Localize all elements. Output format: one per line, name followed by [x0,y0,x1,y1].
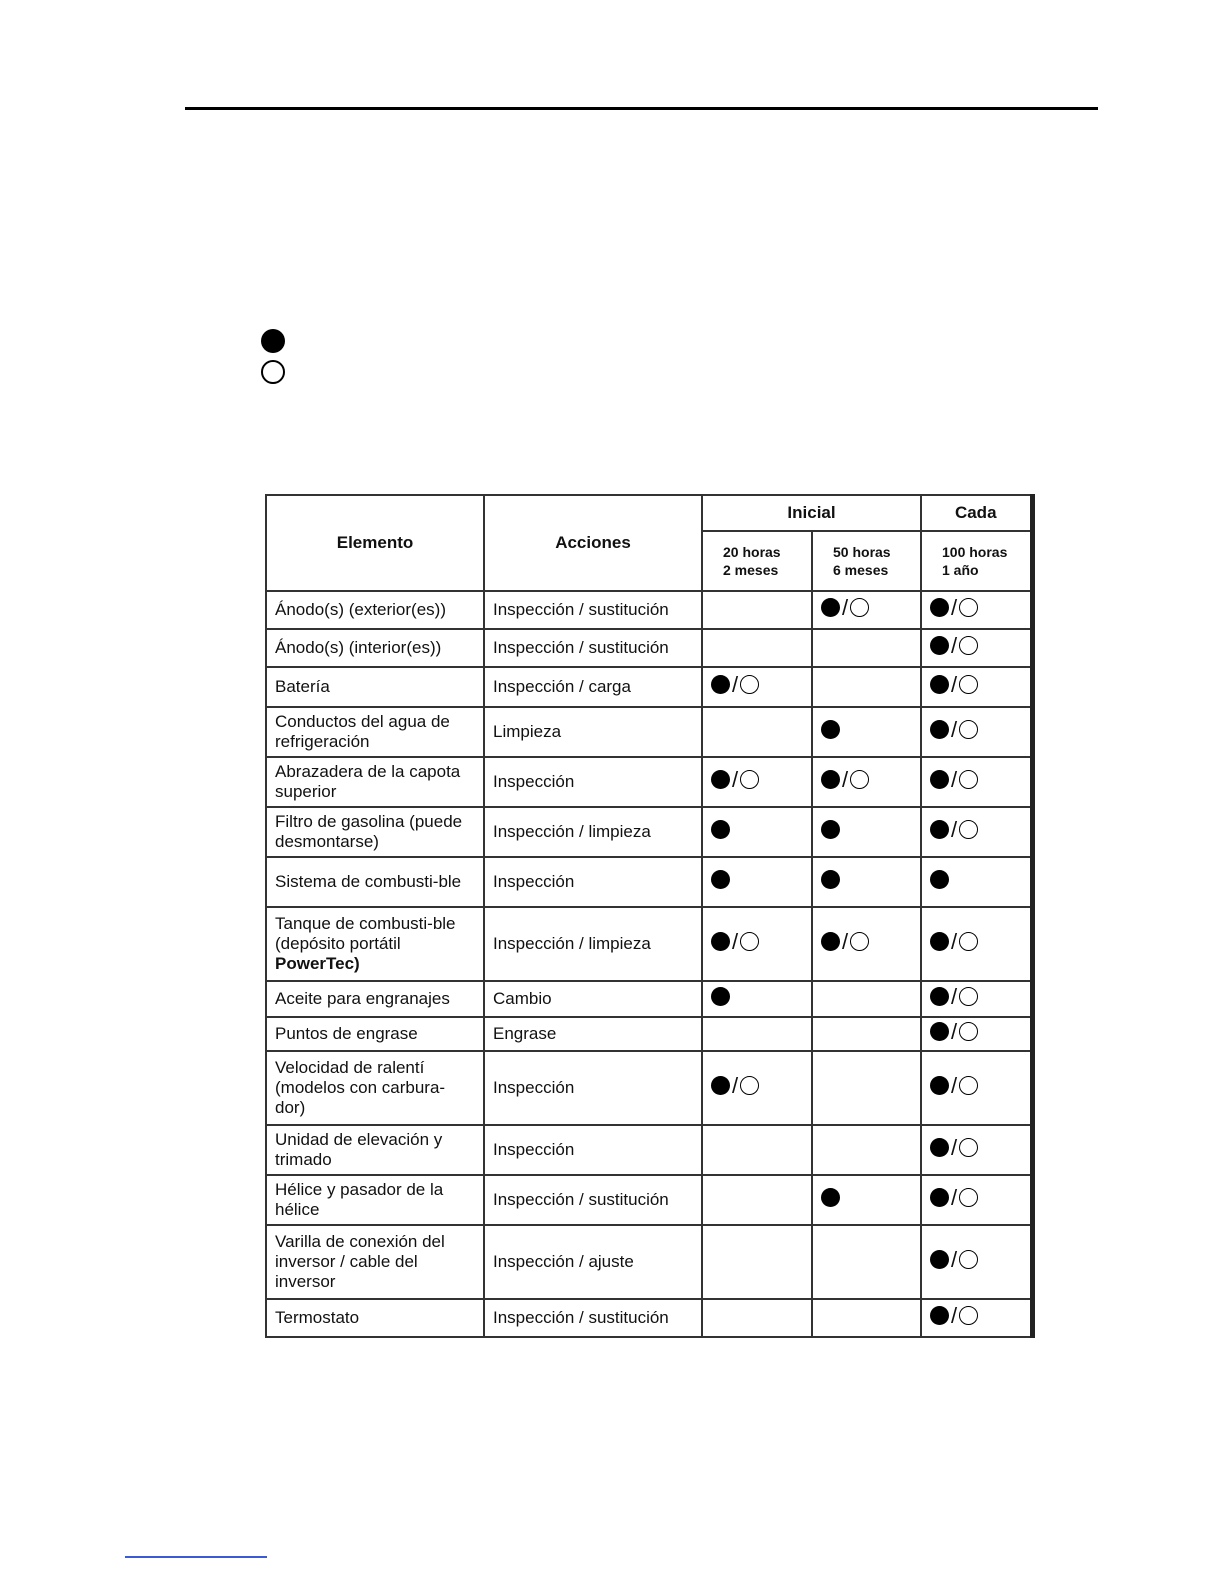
filled-open-circle-icon: / [821,932,869,951]
filled-circle-icon [930,720,949,739]
cell-c20 [702,1125,812,1175]
cell-c50 [812,707,921,757]
filled-circle-icon [930,987,949,1006]
cell-c100 [921,1225,1032,1299]
cell-action: Inspección [484,1125,702,1175]
cell-c50 [812,1125,921,1175]
cell-c100 [921,1017,1032,1051]
open-circle-icon [740,770,759,789]
cell-c20 [702,1225,812,1299]
filled-open-circle-icon: / [930,1250,978,1269]
cell-c20 [702,707,812,757]
filled-circle-icon [930,1250,949,1269]
table-row [266,757,1032,807]
table-row [266,1225,1032,1299]
cell-action: Inspección / carga [484,667,702,707]
cell-element: Aceite para engranajes [266,981,484,1017]
cell-element: Batería [266,667,484,707]
cell-c100 [921,757,1032,807]
header-20h: 20 horas 2 meses [702,531,812,591]
cell-element: Varilla de conexión del inversor / cable del inversor [266,1225,484,1299]
filled-circle-icon [711,932,730,951]
filled-circle-icon [711,987,730,1006]
table-row [266,857,1032,907]
header-elemento: Elemento [266,495,484,591]
open-circle-icon [959,1138,978,1157]
header-50h: 50 horas 6 meses [812,531,921,591]
footer-link-underline[interactable] [125,1556,267,1558]
table-row [266,667,1032,707]
filled-circle-icon [711,870,730,889]
top-rule [185,107,1098,110]
cell-element: Unidad de elevación y trimado [266,1125,484,1175]
cell-c50 [812,757,921,807]
filled-circle-icon [711,987,730,1006]
filled-open-circle-icon: / [930,932,978,951]
table-row [266,981,1032,1017]
filled-circle-icon [821,932,840,951]
cell-action: Inspección / ajuste [484,1225,702,1299]
filled-circle-icon [821,820,840,839]
table-row [266,1175,1032,1225]
filled-circle-icon [930,1022,949,1041]
filled-circle-icon [930,1076,949,1095]
cell-element: Abrazadera de la capota superior [266,757,484,807]
filled-circle-icon [711,820,730,839]
cell-c20 [702,907,812,981]
cell-c20 [702,629,812,667]
filled-circle-icon [821,720,840,739]
filled-circle-icon [821,820,840,839]
filled-circle-icon [930,675,949,694]
cell-action: Inspección / sustitución [484,1175,702,1225]
cell-c100 [921,1299,1032,1337]
header-100h: 100 horas 1 año [921,531,1032,591]
filled-circle-icon [821,598,840,617]
cell-c50 [812,981,921,1017]
cell-element: Filtro de gasolina (puede desmontarse) [266,807,484,857]
open-circle-icon [959,598,978,617]
cell-action: Cambio [484,981,702,1017]
open-circle-icon [959,770,978,789]
cell-c100 [921,907,1032,981]
filled-open-circle-icon: / [821,598,869,617]
cell-c20 [702,1299,812,1337]
cell-action: Inspección [484,757,702,807]
cell-c50 [812,629,921,667]
open-circle-icon [850,598,869,617]
cell-element: Velocidad de ralentí (modelos con carbura-dor) [266,1051,484,1125]
cell-element: Puntos de engrase [266,1017,484,1051]
cell-element: Conductos del agua de refrigeración [266,707,484,757]
header-inicial: Inicial [702,495,921,531]
filled-circle-icon [821,770,840,789]
cell-c100 [921,857,1032,907]
table-row [266,1125,1032,1175]
legend-open-circle-icon [261,360,285,384]
open-circle-icon [959,820,978,839]
open-circle-icon [959,1022,978,1041]
open-circle-icon [959,1076,978,1095]
cell-c100 [921,707,1032,757]
cell-c100 [921,667,1032,707]
cell-element: Ánodo(s) (exterior(es)) [266,591,484,629]
cell-c20 [702,981,812,1017]
cell-action: Inspección / sustitución [484,629,702,667]
cell-element: Termostato [266,1299,484,1337]
filled-open-circle-icon: / [930,598,978,617]
filled-circle-icon [930,820,949,839]
cell-element: Sistema de combusti-ble [266,857,484,907]
filled-open-circle-icon: / [821,770,869,789]
cell-c50 [812,591,921,629]
header-acciones: Acciones [484,495,702,591]
maintenance-table [265,494,1035,1338]
filled-open-circle-icon: / [930,1138,978,1157]
filled-circle-icon [930,1138,949,1157]
cell-element: Ánodo(s) (interior(es)) [266,629,484,667]
filled-open-circle-icon: / [930,636,978,655]
cell-c50 [812,667,921,707]
filled-open-circle-icon: / [930,820,978,839]
filled-circle-icon [821,1188,840,1207]
table-row [266,807,1032,857]
filled-open-circle-icon: / [930,1306,978,1325]
filled-circle-icon [930,870,949,889]
table-row [266,1299,1032,1337]
cell-element: Tanque de combusti-ble (depósito portátil PowerTec) [266,907,484,981]
filled-circle-icon [930,598,949,617]
cell-c100 [921,1175,1032,1225]
cell-c20 [702,857,812,907]
filled-open-circle-icon: / [930,1076,978,1095]
cell-c50 [812,1225,921,1299]
open-circle-icon [740,932,759,951]
table-row [266,907,1032,981]
open-circle-icon [959,1250,978,1269]
cell-c100 [921,981,1032,1017]
filled-open-circle-icon: / [930,1188,978,1207]
table-row [266,1017,1032,1051]
filled-circle-icon [930,932,949,951]
open-circle-icon [959,720,978,739]
open-circle-icon [959,1306,978,1325]
table-row [266,629,1032,667]
cell-action: Inspección / sustitución [484,591,702,629]
cell-c20 [702,591,812,629]
cell-c50 [812,1017,921,1051]
table-row [266,1051,1032,1125]
cell-action: Inspección / limpieza [484,807,702,857]
table-body [266,591,1032,1337]
cell-c50 [812,807,921,857]
open-circle-icon [850,932,869,951]
filled-circle-icon [711,820,730,839]
filled-open-circle-icon: / [930,675,978,694]
open-circle-icon [959,932,978,951]
filled-circle-icon [821,1188,840,1207]
filled-open-circle-icon: / [711,932,759,951]
cell-action: Inspección [484,857,702,907]
cell-c20 [702,667,812,707]
header-cada: Cada [921,495,1032,531]
open-circle-icon [959,675,978,694]
filled-circle-icon [821,870,840,889]
filled-open-circle-icon: / [711,770,759,789]
filled-open-circle-icon: / [930,770,978,789]
filled-circle-icon [711,870,730,889]
cell-c100 [921,591,1032,629]
cell-action: Inspección [484,1051,702,1125]
cell-c20 [702,1017,812,1051]
filled-circle-icon [711,675,730,694]
open-circle-icon [959,636,978,655]
legend-filled-circle-icon [261,329,285,353]
cell-c50 [812,1175,921,1225]
cell-action: Limpieza [484,707,702,757]
cell-element: Hélice y pasador de la hélice [266,1175,484,1225]
filled-open-circle-icon: / [930,1022,978,1041]
table-row [266,707,1032,757]
open-circle-icon [959,987,978,1006]
cell-c20 [702,1051,812,1125]
open-circle-icon [740,675,759,694]
cell-c20 [702,757,812,807]
cell-c50 [812,857,921,907]
cell-c100 [921,629,1032,667]
filled-circle-icon [930,1306,949,1325]
filled-open-circle-icon: / [711,1076,759,1095]
filled-circle-icon [821,870,840,889]
open-circle-icon [740,1076,759,1095]
cell-c100 [921,807,1032,857]
cell-c50 [812,1299,921,1337]
filled-circle-icon [711,770,730,789]
cell-c100 [921,1051,1032,1125]
cell-action: Inspección / sustitución [484,1299,702,1337]
filled-circle-icon [930,1188,949,1207]
cell-c20 [702,807,812,857]
open-circle-icon [850,770,869,789]
cell-action: Engrase [484,1017,702,1051]
filled-circle-icon [930,770,949,789]
filled-circle-icon [930,636,949,655]
cell-action: Inspección / limpieza [484,907,702,981]
open-circle-icon [959,1188,978,1207]
table-row [266,591,1032,629]
filled-open-circle-icon: / [930,720,978,739]
filled-circle-icon [711,1076,730,1095]
filled-circle-icon [930,870,949,889]
cell-c50 [812,907,921,981]
filled-circle-icon [821,720,840,739]
cell-c20 [702,1175,812,1225]
filled-open-circle-icon: / [930,987,978,1006]
cell-c50 [812,1051,921,1125]
filled-open-circle-icon: / [711,675,759,694]
cell-c100 [921,1125,1032,1175]
